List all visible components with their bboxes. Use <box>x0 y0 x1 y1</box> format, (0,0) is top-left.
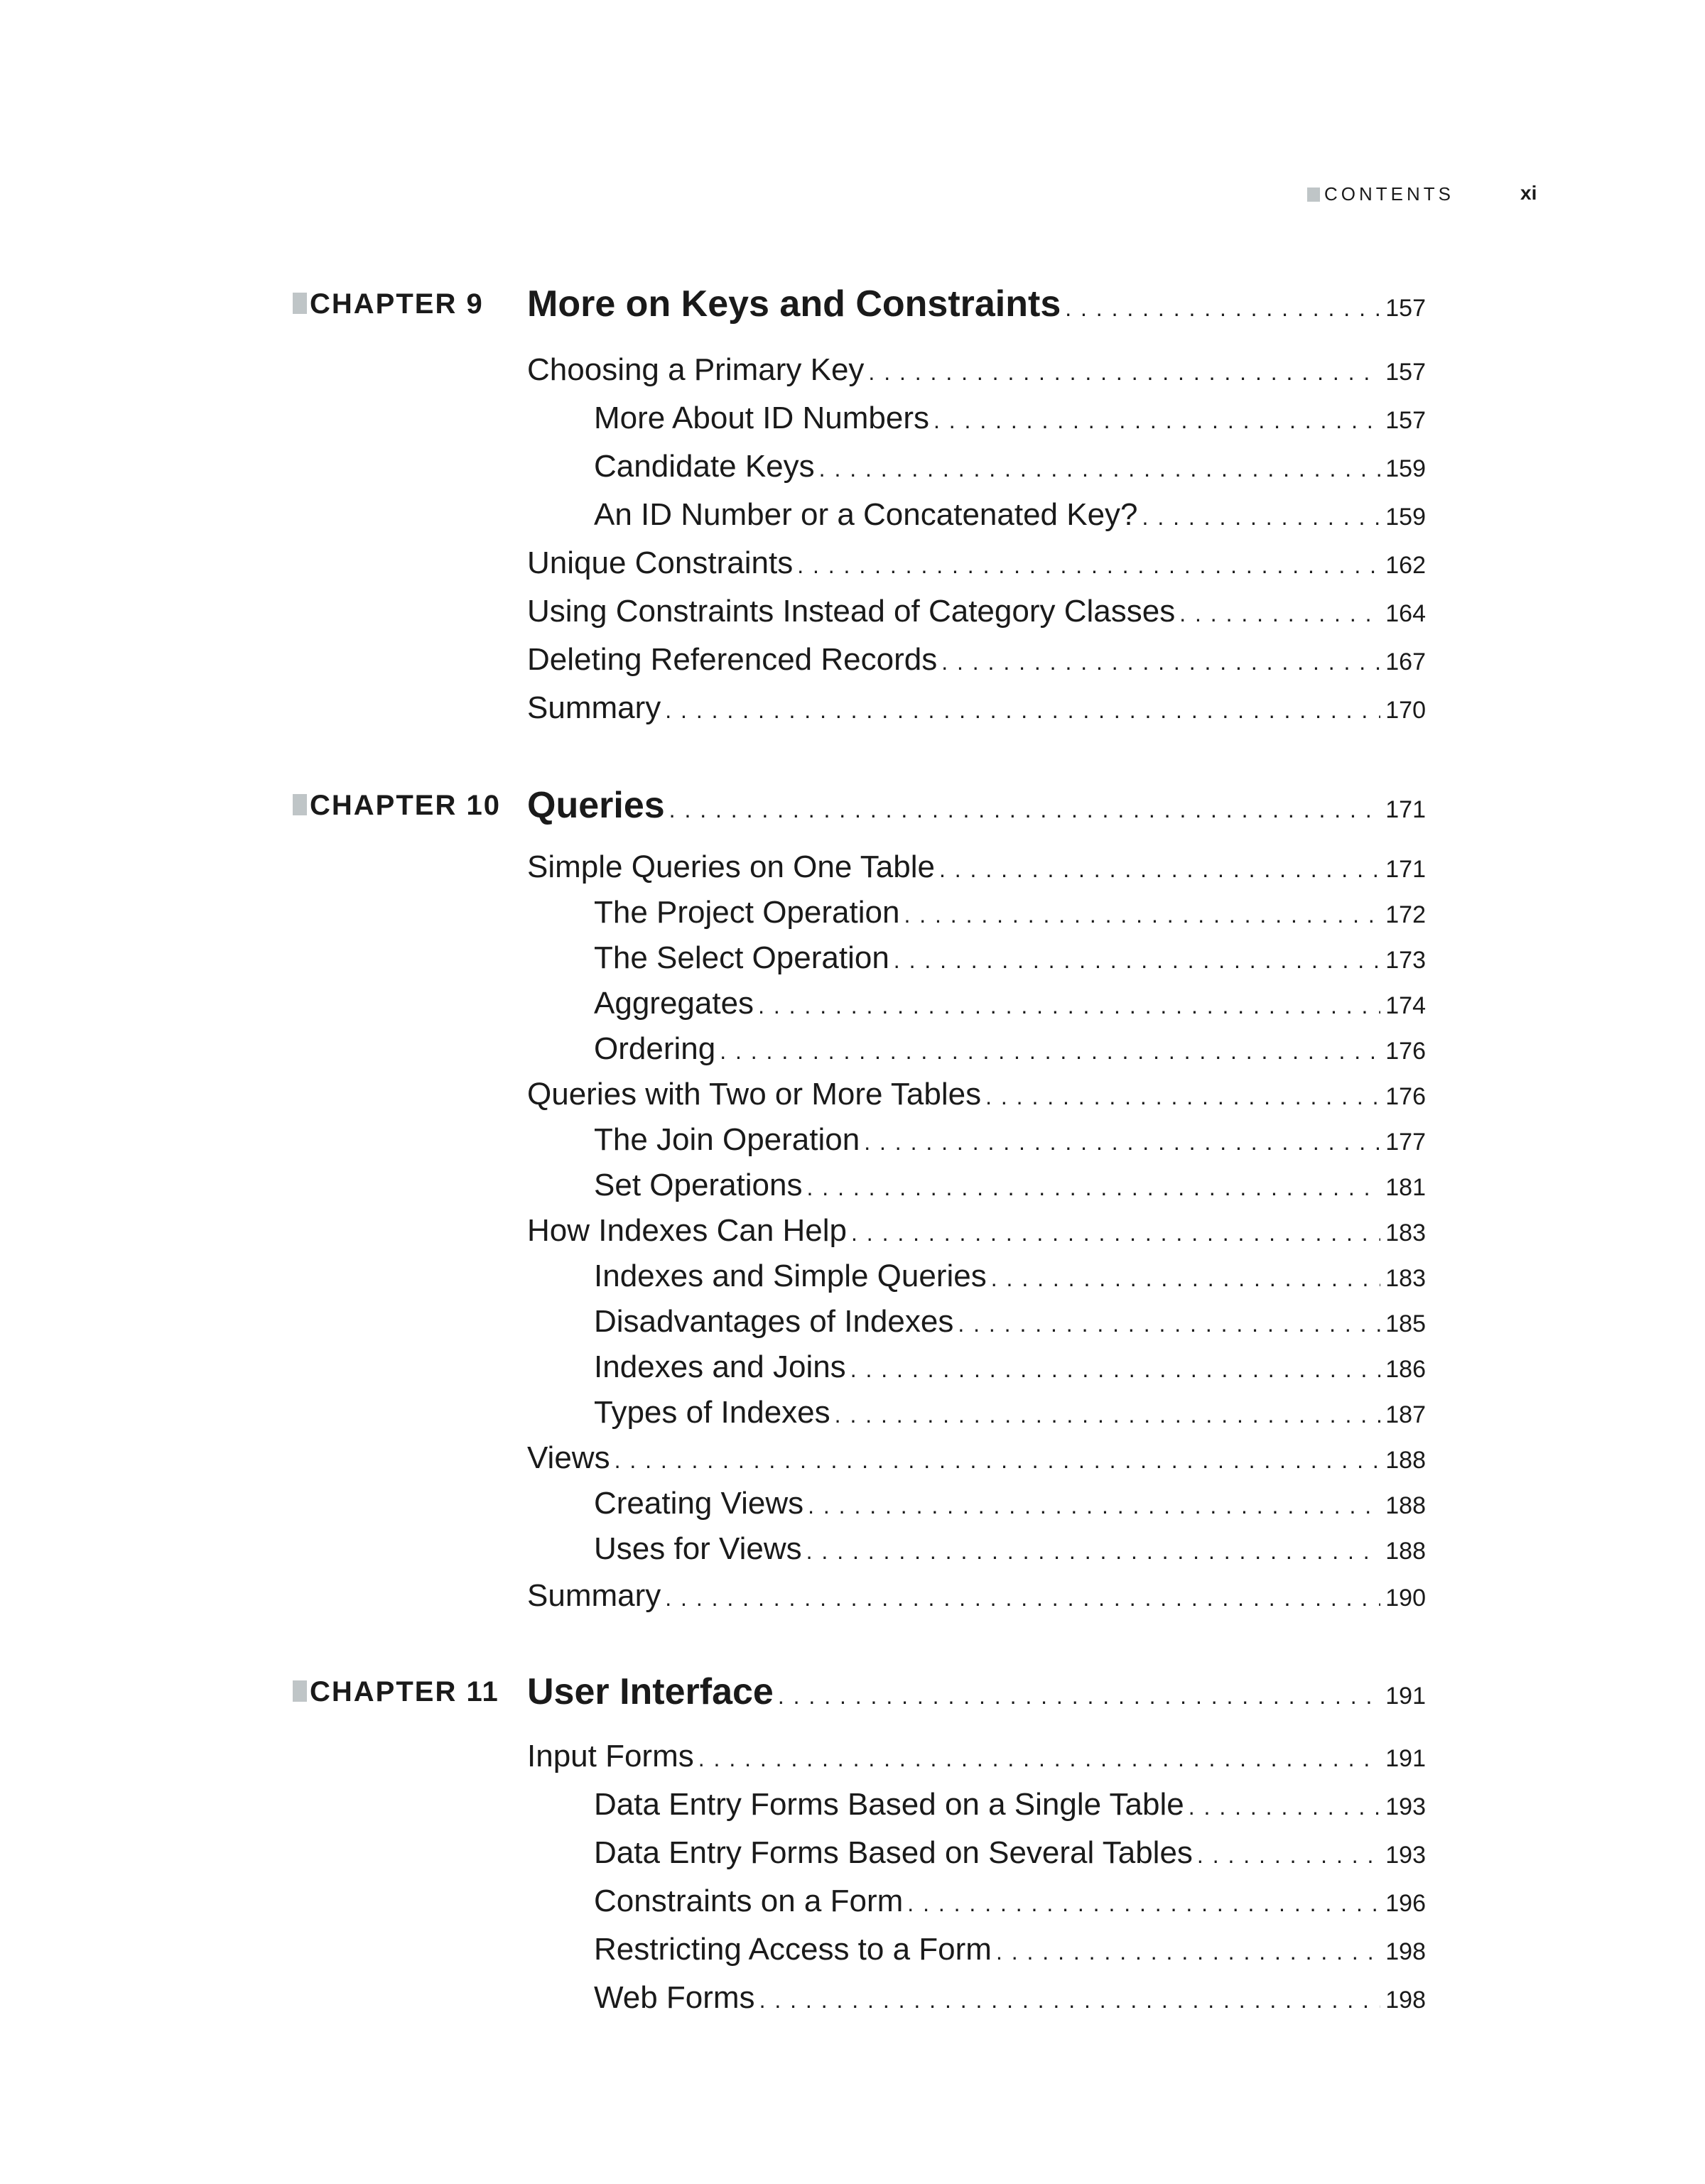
dot-leader <box>807 1175 1381 1201</box>
entry-page: 190 <box>1385 1585 1426 1612</box>
dot-leader <box>904 902 1380 928</box>
dot-leader <box>941 649 1380 675</box>
entry-title: Ordering <box>594 1031 716 1066</box>
toc-entry[interactable] <box>594 1531 1426 1572</box>
entry-title: Indexes and Joins <box>594 1349 846 1384</box>
entry-page: 183 <box>1385 1265 1426 1292</box>
chapter-label: CHAPTER 10 <box>310 790 501 821</box>
entry-page: 157 <box>1385 407 1426 434</box>
entry-title: The Join Operation <box>594 1122 860 1157</box>
entry-page: 185 <box>1385 1310 1426 1337</box>
dot-leader <box>797 553 1380 579</box>
chapter-heading <box>0 1670 1705 1713</box>
entry-page: 170 <box>1385 697 1426 724</box>
toc-entry[interactable] <box>594 1031 1426 1072</box>
toc-entry[interactable] <box>527 642 1426 683</box>
entry-page: 171 <box>1385 856 1426 883</box>
dot-leader <box>819 456 1380 482</box>
dot-leader <box>933 408 1380 434</box>
dot-leader <box>1179 601 1380 627</box>
entry-title: Input Forms <box>527 1739 694 1773</box>
dot-leader <box>835 1402 1380 1428</box>
dot-leader <box>698 1746 1380 1772</box>
toc-entry[interactable] <box>594 449 1426 490</box>
chapter-label: CHAPTER 9 <box>310 288 484 320</box>
entry-page: 186 <box>1385 1356 1426 1383</box>
dot-leader <box>720 1038 1380 1065</box>
chapter-marker <box>293 794 307 815</box>
entry-page: 172 <box>1385 901 1426 928</box>
entry-page: 188 <box>1385 1538 1426 1565</box>
entry-page: 198 <box>1385 1987 1426 2014</box>
entry-page: 193 <box>1385 1842 1426 1869</box>
entry-title: Unique Constraints <box>527 545 794 580</box>
toc-entry[interactable] <box>527 1578 1426 1619</box>
toc-entry[interactable] <box>594 1835 1426 1876</box>
entry-title: Web Forms <box>594 1980 755 2015</box>
chapter-page: 157 <box>1385 295 1426 322</box>
entry-title: Summary <box>527 1578 661 1613</box>
toc-entry[interactable] <box>594 940 1426 982</box>
entry-title: Constraints on a Form <box>594 1884 904 1918</box>
entry-title: Aggregates <box>594 986 754 1021</box>
dot-leader <box>665 1585 1380 1612</box>
dot-leader <box>985 1084 1380 1110</box>
entry-title: Candidate Keys <box>594 449 815 484</box>
dot-leader <box>1197 1842 1380 1869</box>
entry-title: More About ID Numbers <box>594 401 929 435</box>
entry-title: Using Constraints Instead of Category Classes <box>527 594 1176 629</box>
toc-entry[interactable] <box>594 1349 1426 1391</box>
dot-leader <box>808 1493 1380 1519</box>
entry-page: 159 <box>1385 455 1426 482</box>
toc-entry[interactable] <box>594 1304 1426 1345</box>
page-number: xi <box>1520 182 1537 204</box>
chapter-title: More on Keys and Constraints <box>527 283 1061 325</box>
dot-leader <box>1142 504 1380 531</box>
entry-page: 187 <box>1385 1401 1426 1428</box>
toc-entry[interactable] <box>594 1787 1426 1828</box>
dot-leader <box>615 1447 1380 1474</box>
chapter-title-row[interactable] <box>527 283 1426 324</box>
chapter-page: 191 <box>1385 1683 1426 1710</box>
dot-leader <box>851 1220 1380 1246</box>
toc-entry[interactable] <box>527 1213 1426 1254</box>
entry-page: 191 <box>1385 1745 1426 1772</box>
running-header <box>1307 183 1549 212</box>
toc-entry[interactable] <box>594 1486 1426 1527</box>
toc-entry[interactable] <box>594 1395 1426 1436</box>
dot-leader <box>778 1683 1380 1710</box>
dot-leader <box>868 359 1380 386</box>
entry-title: Data Entry Forms Based on Several Tables <box>594 1835 1193 1870</box>
toc-entry[interactable] <box>594 497 1426 538</box>
toc-entry[interactable] <box>527 352 1426 393</box>
entry-title: Choosing a Primary Key <box>527 352 865 387</box>
entry-page: 183 <box>1385 1219 1426 1246</box>
entry-title: Set Operations <box>594 1168 803 1202</box>
toc-entry[interactable] <box>527 545 1426 587</box>
entry-page: 176 <box>1385 1083 1426 1110</box>
entry-page: 174 <box>1385 992 1426 1019</box>
dot-leader <box>894 947 1380 974</box>
entry-title: Data Entry Forms Based on a Single Table <box>594 1787 1184 1822</box>
toc-entry[interactable] <box>594 1168 1426 1209</box>
toc-entry[interactable] <box>594 401 1426 442</box>
toc-entry[interactable] <box>594 1259 1426 1300</box>
dot-leader <box>991 1266 1380 1292</box>
toc-entry[interactable] <box>594 1932 1426 1973</box>
toc-entry[interactable] <box>527 1077 1426 1118</box>
entry-title: Types of Indexes <box>594 1395 830 1430</box>
entry-page: 188 <box>1385 1492 1426 1519</box>
toc-entry[interactable] <box>594 1980 1426 2021</box>
entry-page: 159 <box>1385 504 1426 531</box>
entry-title: Summary <box>527 690 661 725</box>
toc-entry[interactable] <box>594 895 1426 936</box>
chapter-page: 171 <box>1385 796 1426 823</box>
entry-title: Restricting Access to a Form <box>594 1932 992 1967</box>
section-marker <box>1307 188 1320 202</box>
chapter-marker <box>293 293 307 314</box>
entry-title: Simple Queries on One Table <box>527 849 935 884</box>
toc-entry[interactable] <box>594 986 1426 1027</box>
dot-leader <box>939 857 1380 883</box>
entry-page: 177 <box>1385 1129 1426 1156</box>
entry-page: 162 <box>1385 552 1426 579</box>
entry-page: 196 <box>1385 1890 1426 1917</box>
dot-leader <box>669 797 1380 823</box>
entry-title: Disadvantages of Indexes <box>594 1304 954 1339</box>
entry-page: 167 <box>1385 648 1426 675</box>
entry-page: 176 <box>1385 1038 1426 1065</box>
chapter-heading <box>0 283 1705 325</box>
chapter-title-row[interactable] <box>527 784 1426 825</box>
dot-leader <box>759 1987 1380 2014</box>
dot-leader <box>850 1357 1380 1383</box>
dot-leader <box>996 1939 1380 1965</box>
entry-page: 188 <box>1385 1447 1426 1474</box>
entry-title: Views <box>527 1440 610 1475</box>
entry-page: 181 <box>1385 1174 1426 1201</box>
dot-leader <box>758 993 1380 1019</box>
toc-entry[interactable] <box>594 1122 1426 1163</box>
dot-leader <box>665 697 1380 724</box>
entry-page: 193 <box>1385 1793 1426 1820</box>
chapter-heading <box>0 784 1705 827</box>
chapter-title: Queries <box>527 785 665 826</box>
dot-leader <box>907 1891 1380 1917</box>
entry-title: Queries with Two or More Tables <box>527 1077 982 1112</box>
toc-entry[interactable] <box>527 594 1426 635</box>
entry-title: Uses for Views <box>594 1531 802 1566</box>
toc-entry[interactable] <box>527 1440 1426 1482</box>
entry-page: 157 <box>1385 359 1426 386</box>
entry-title: An ID Number or a Concatenated Key? <box>594 497 1138 532</box>
chapter-title: User Interface <box>527 1671 774 1712</box>
dot-leader <box>1065 295 1380 322</box>
entry-page: 173 <box>1385 947 1426 974</box>
dot-leader <box>958 1311 1380 1337</box>
entry-page: 198 <box>1385 1938 1426 1965</box>
dot-leader <box>864 1129 1380 1156</box>
toc-entry[interactable] <box>594 1884 1426 1925</box>
toc-entry[interactable] <box>527 1739 1426 1780</box>
chapter-label: CHAPTER 11 <box>310 1676 499 1707</box>
dot-leader <box>1189 1794 1380 1820</box>
toc-entry[interactable] <box>527 849 1426 891</box>
entry-title: Deleting Referenced Records <box>527 642 938 677</box>
chapter-title-row[interactable] <box>527 1670 1426 1712</box>
entry-title: How Indexes Can Help <box>527 1213 848 1248</box>
entry-title: The Project Operation <box>594 895 900 930</box>
entry-title: Creating Views <box>594 1486 804 1521</box>
entry-title: Indexes and Simple Queries <box>594 1259 987 1293</box>
toc-entry[interactable] <box>527 690 1426 732</box>
dot-leader <box>806 1538 1380 1565</box>
entry-title: The Select Operation <box>594 940 889 975</box>
running-header-section: CONTENTS <box>1324 183 1454 205</box>
chapter-marker <box>293 1680 307 1702</box>
entry-page: 164 <box>1385 600 1426 627</box>
